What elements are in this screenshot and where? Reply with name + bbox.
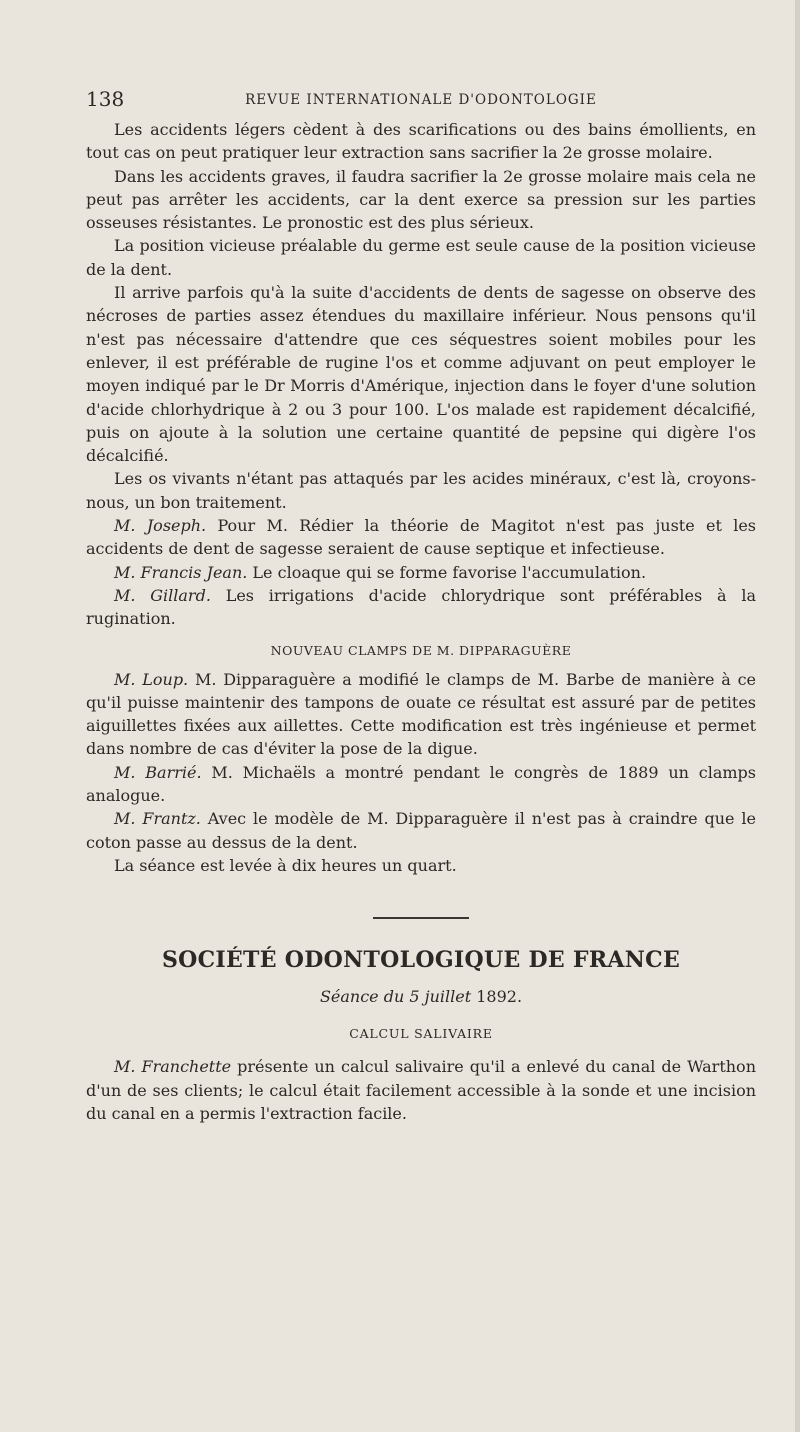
paragraph: Dans les accidents graves, il faudra sacrifier la 2e grosse molaire mais cela ne peut pas arrêter les accidents, car la dent exerce sa pression sur les parties osseuses résistantes. Le pronostic est des plus sérieux. bbox=[86, 166, 756, 233]
remark-text: M. Dipparaguère a modifié le clamps de M. Barbe de manière à ce qu'il puisse maintenir des tampons de ouate ce résultat est assuré par de petites aiguillettes fixées aux aillettes. Cette modification est très ingénieuse et permet dans nombre de cas d'éviter la pose de la digue. bbox=[86, 669, 757, 759]
section-heading: CALCUL SALIVAIRE bbox=[349, 1026, 493, 1042]
speaker-name: M. Loup. bbox=[114, 669, 189, 689]
closing-line: La séance est levée à dix heures un quart. bbox=[114, 855, 457, 875]
remark-text: M. Michaëls a montré pendant le congrès de 1889 un clamps analogue. bbox=[86, 762, 757, 806]
session-label: Séance du 5 juillet bbox=[319, 987, 472, 1007]
remark-text: Les irrigations d'acide chlorydrique sont préférables à la rugination. bbox=[86, 585, 757, 629]
session-year: 1892. bbox=[476, 987, 523, 1007]
paragraph: Les os vivants n'étant pas attaqués par les acides minéraux, c'est là, croyons-nous, un bon traitement. bbox=[86, 469, 756, 512]
speaker-name: M. Frantz. bbox=[114, 809, 201, 829]
running-title: REVUE INTERNATIONALE D'ODONTOLOGIE bbox=[245, 92, 597, 108]
speaker-name: M. Joseph. bbox=[114, 516, 207, 536]
remark-text: Pour M. Rédier la théorie de Magitot n'est pas juste et les accidents de dent de sagesse seraient de cause septique et infectieuse. bbox=[86, 516, 757, 559]
remark-text: Avec le modèle de M. Dipparaguère il n'est pas à craindre que le coton passe au dessus de la dent. bbox=[86, 809, 756, 852]
body-text bbox=[86, 118, 756, 1125]
speaker-name: M. Barrié. bbox=[114, 762, 202, 782]
paragraph: Les accidents légers cèdent à des scarifications ou des bains émollients, en tout cas on peut pratiquer leur extraction sans sacrifier la 2e grosse molaire. bbox=[86, 120, 756, 163]
society-title: SOCIÉTÉ ODONTOLOGIQUE DE FRANCE bbox=[161, 947, 681, 974]
session-date bbox=[86, 987, 756, 1006]
page-number: 138 bbox=[86, 87, 125, 111]
running-header bbox=[86, 84, 756, 114]
remark-franchette bbox=[86, 1055, 756, 1125]
page-edge bbox=[795, 0, 800, 1432]
remark-francis-jean bbox=[86, 561, 756, 584]
remark-gillard bbox=[86, 584, 756, 631]
speaker-name: M. Gillard. bbox=[114, 585, 211, 605]
paragraph: La position vicieuse préalable du germe est seule cause de la position vicieuse de la dent. bbox=[86, 236, 756, 279]
section-divider bbox=[373, 917, 469, 919]
remark-joseph bbox=[86, 514, 756, 561]
remark-frantz bbox=[86, 807, 756, 854]
paragraph: Il arrive parfois qu'à la suite d'accidents de dents de sagesse on observe des nécroses de parties assez étendues du maxillaire inférieur. Nous pensons qu'il n'est pas nécessaire d'attendre que ces séquestres soient mobiles pour les enlever, il est préférable de rugine l'os et comme adjuvant on peut employer le moyen indiqué par le Dr Morris d'Amérique, injection dans le foyer d'une solution d'acide chlorhydrique à 2 ou 3 pour 100. L'os malade est rapidement décalcifié, puis on ajoute à la solution une certaine quantité de pepsine qui digère l'os décalcifié. bbox=[86, 283, 756, 466]
speaker-name: M. Francis Jean. bbox=[114, 562, 248, 582]
remark-text: Le cloaque qui se forme favorise l'accumulation. bbox=[247, 562, 647, 582]
remark-loup bbox=[86, 668, 756, 761]
remark-text: présente un calcul salivaire qu'il a enlevé du canal de Warthon d'un de ses clients; le calcul était facilement accessible à la sonde et une incision du canal en a permis l'extraction facile. bbox=[86, 1057, 756, 1123]
speaker-name: M. Franchette bbox=[114, 1057, 232, 1077]
page bbox=[86, 84, 756, 1125]
section-heading: NOUVEAU CLAMPS DE M. DIPPARAGUÈRE bbox=[270, 642, 572, 658]
remark-barrie bbox=[86, 761, 756, 808]
